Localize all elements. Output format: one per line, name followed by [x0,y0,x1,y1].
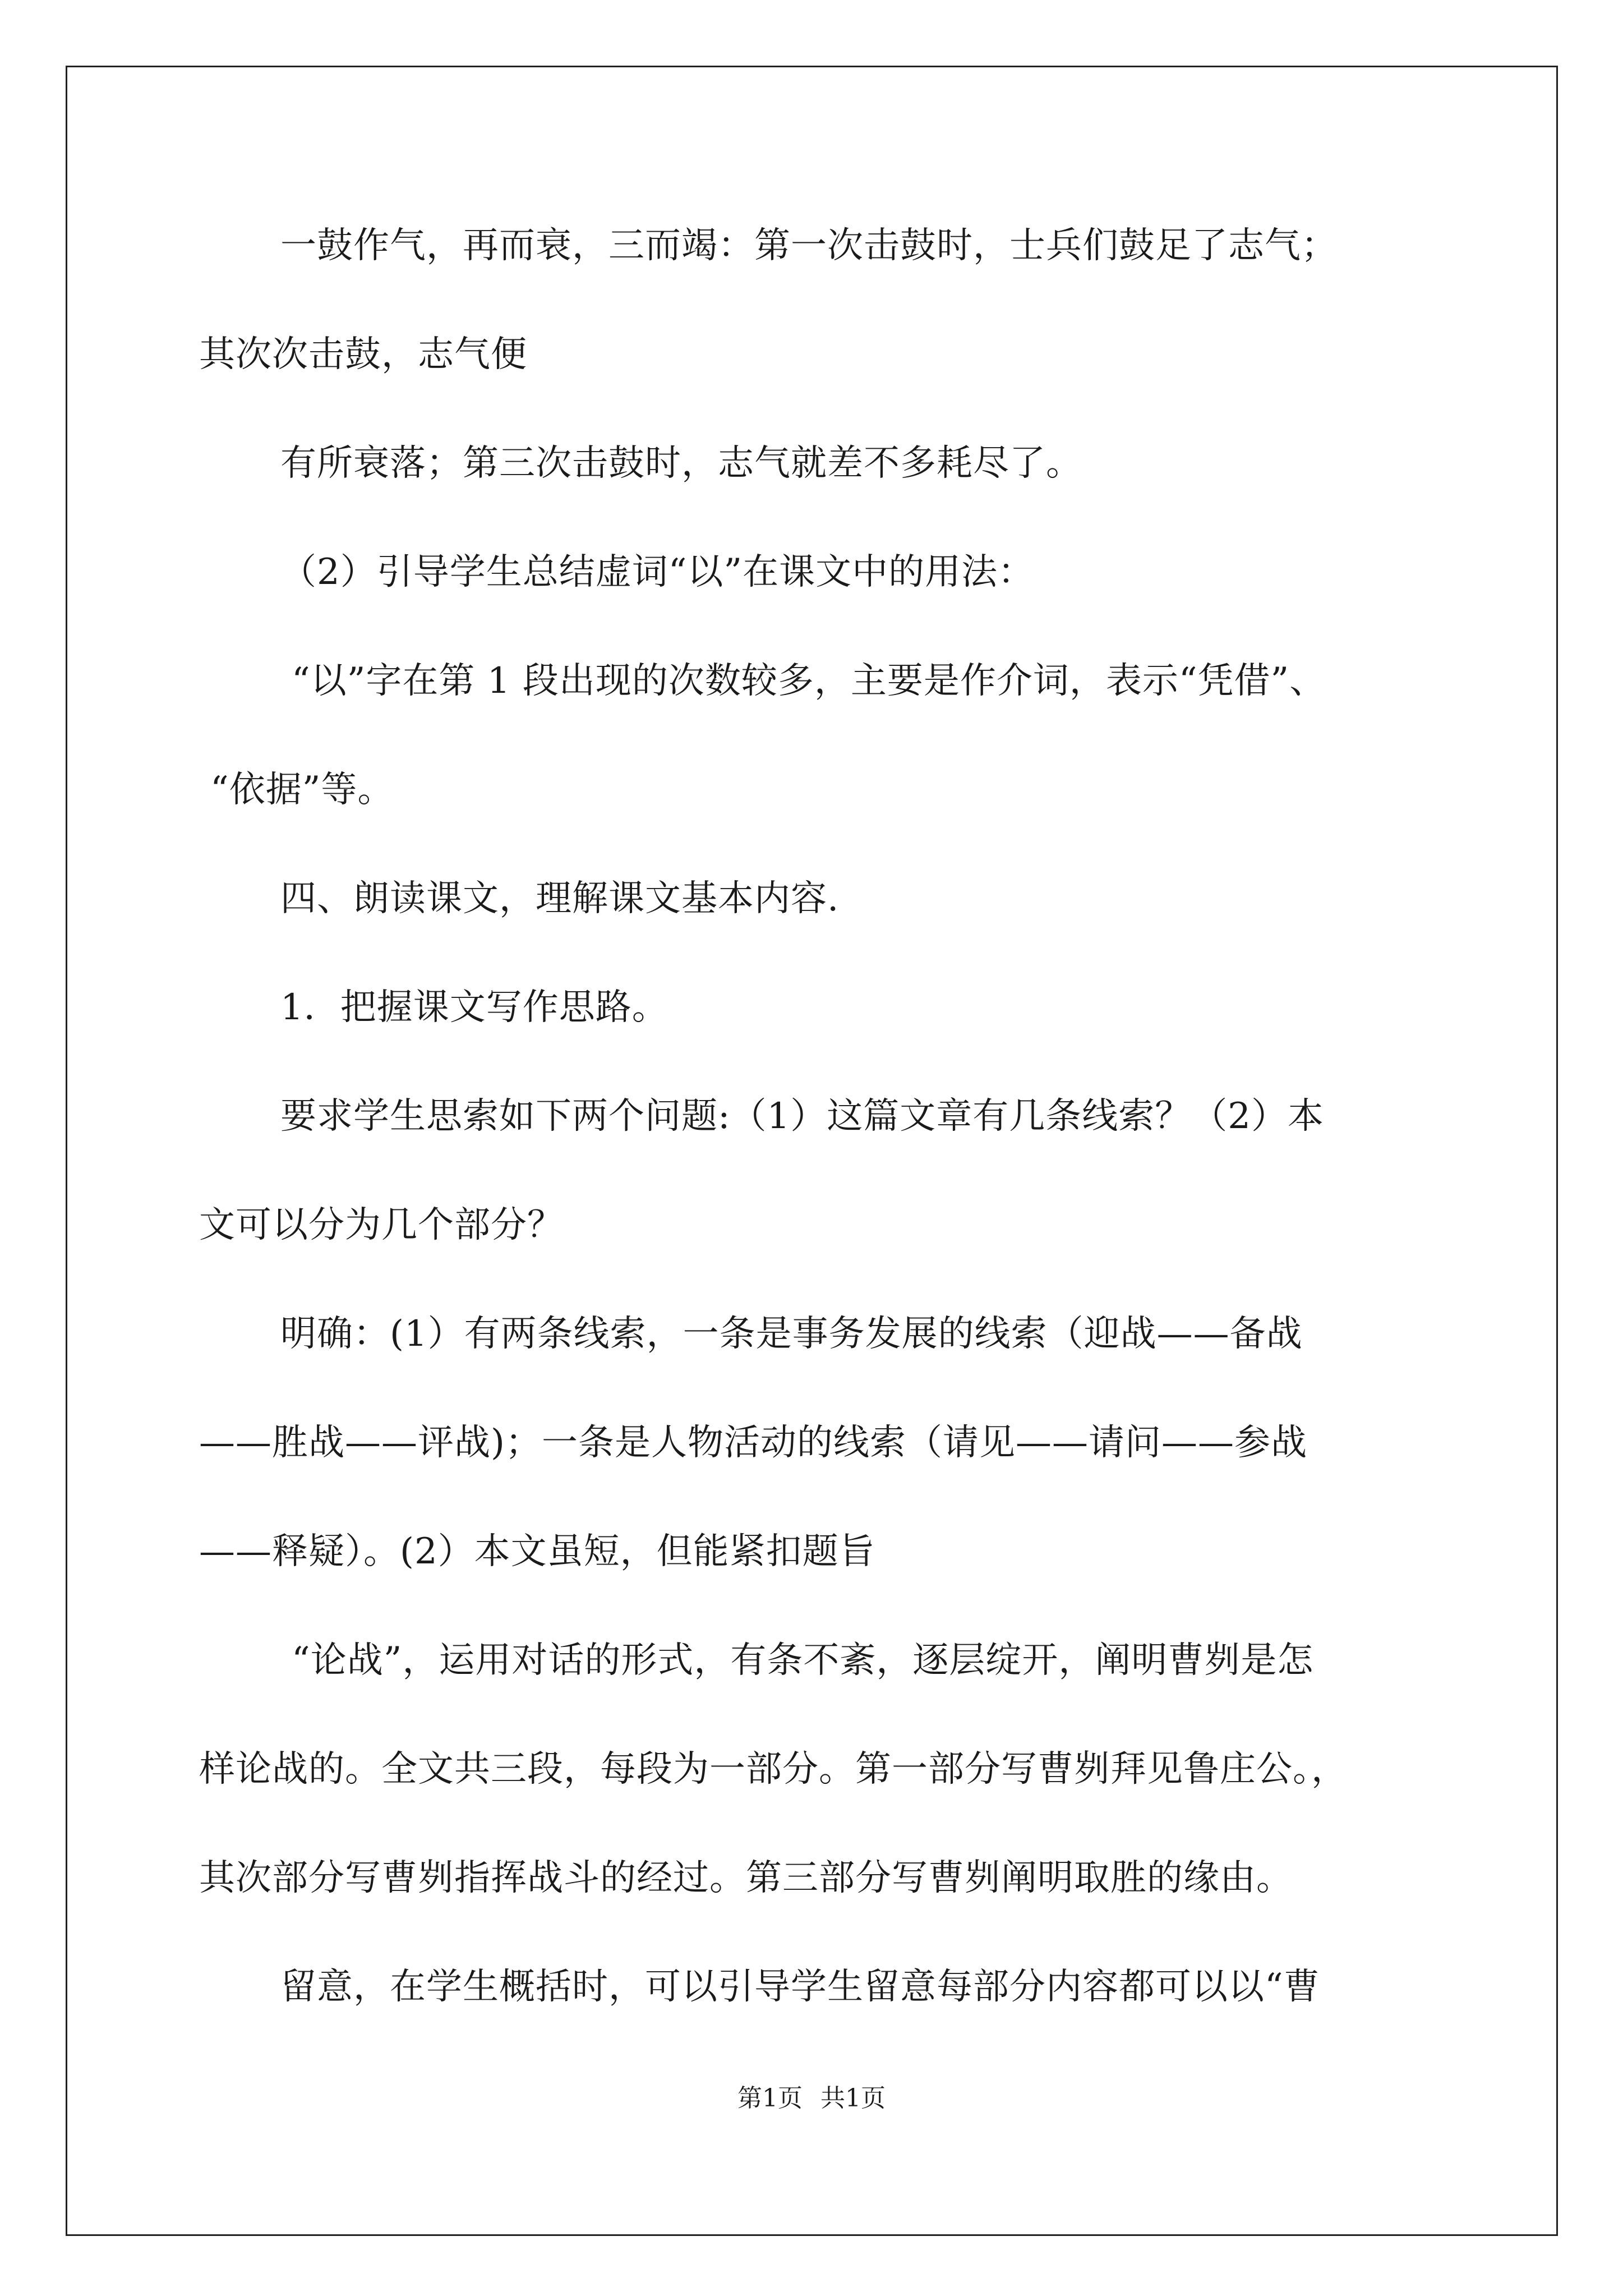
text-line: 样论战的。全文共三段，每段为一部分。第一部分写曹刿拜见鲁庄公。， [199,1749,1348,1790]
text-line: （2）引导学生总结虚词“以”在课文中的用法： [280,551,1035,593]
text-line: “依据”等。 [210,769,394,811]
text-line: 明确：(1）有两条线索，一条是事务发展的线索（迎战——备战 [280,1313,1303,1355]
text-line: ——胜战——评战)；一条是人物活动的线索（请见——请问——参战 [199,1422,1307,1464]
text-line: 有所衰落；第三次击鼓时，志气就差不多耗尽了。 [280,443,1082,484]
text-line: 其次部分写曹刿指挥战斗的经过。第三部分写曹刿阐明取胜的缘由。 [199,1857,1293,1899]
text-line: 文可以分为几个部分？ [199,1204,564,1246]
text-line: 要求学生思索如下两个问题:（1）这篇文章有几条线索？（2）本 [280,1096,1324,1137]
page-footer: 第1页 共1页 [737,2084,886,2113]
text-line: 四、朗读课文，理解课文基本内容. [280,878,840,919]
text-line: 1．把握课文写作思路。 [280,987,668,1028]
text-line: ——释疑）。(2）本文虽短，但能紧扣题旨 [199,1531,875,1572]
text-line: 留意，在学生概括时，可以引导学生留意每部分内容都可以以“曹 [280,1966,1320,2008]
text-line: 其次次击鼓，志气便 [199,334,527,375]
text-line: 一鼓作气，再而衰，三而竭：第一次击鼓时，士兵们鼓足了志气； [280,225,1338,266]
text-line: “以”字在第 1 段出现的次数较多，主要是作介词，表示“凭借”、 [292,660,1326,702]
text-line: “论战”，运用对话的形式，有条不紊，逐层绽开，阐明曹刿是怎 [292,1640,1314,1681]
